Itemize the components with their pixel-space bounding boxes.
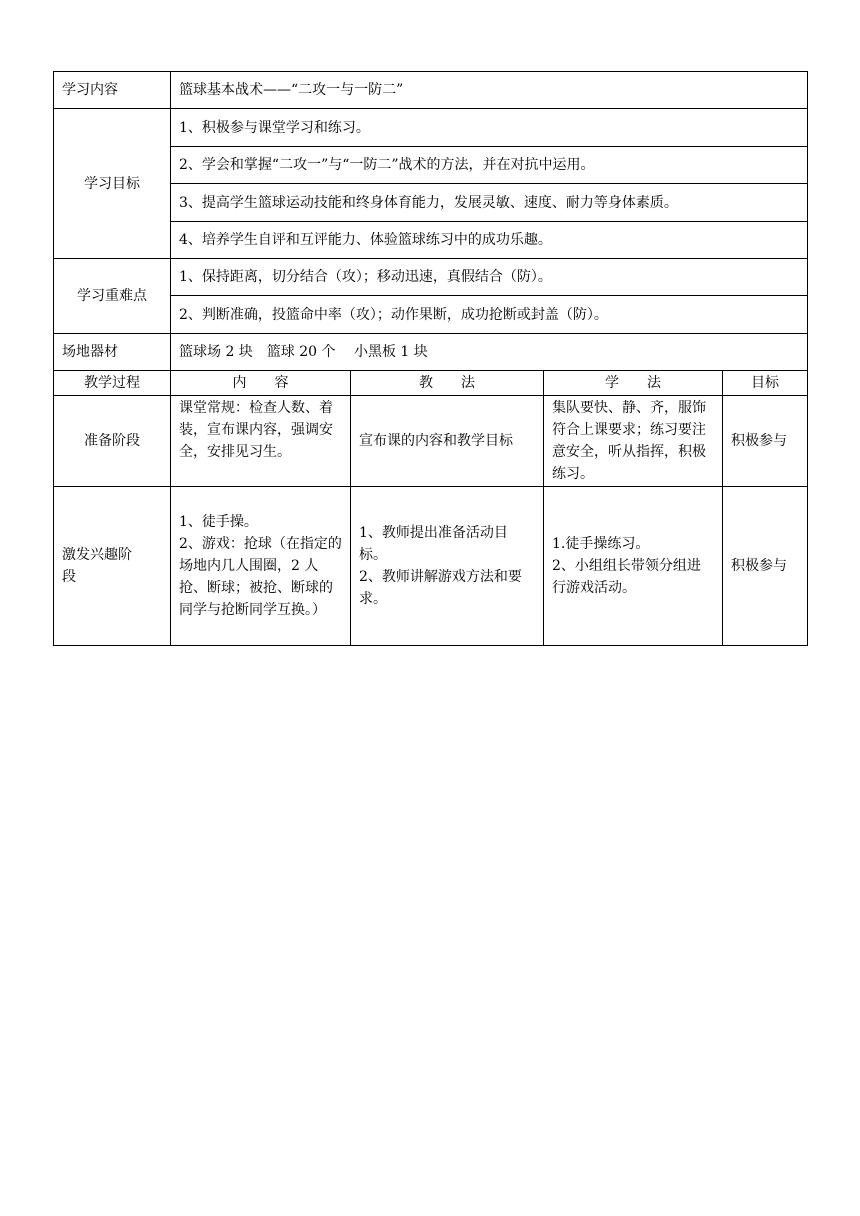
stage-learning: 集队要快、静、齐，服饰符合上课要求；练习要注意安全，听从指挥，积极练习。 [544, 396, 723, 487]
goal-item: 3、提高学生篮球运动技能和终身体育能力，发展灵敏、速度、耐力等身体素质。 [171, 184, 808, 222]
keypoints-label: 学习重难点 [54, 259, 171, 334]
stage-content: 课堂常规：检查人数、着装，宣布课内容，强调安全，安排见习生。 [171, 396, 351, 487]
equipment-label: 场地器材 [54, 334, 171, 371]
row-equipment [54, 334, 808, 371]
content-value: 篮球基本战术——“二攻一与一防二” [171, 72, 808, 109]
stage-name: 准备阶段 [54, 396, 171, 487]
keypoint-item: 1、保持距离，切分结合（攻）；移动迅速，真假结合（防）。 [171, 259, 808, 296]
lesson-plan-page [53, 71, 807, 646]
stage-goal: 积极参与 [723, 396, 808, 487]
stage-content: 1、徒手操。 2、游戏：抢球（在指定的场地内几人围圈，2 人抢、断球；被抢、断球的同学与抢断同学互换。） [171, 487, 351, 646]
stage-goal: 积极参与 [723, 487, 808, 646]
goal-item: 1、积极参与课堂学习和练习。 [171, 109, 808, 147]
header-teaching: 教 法 [351, 371, 544, 396]
header-goal: 目标 [723, 371, 808, 396]
row-process-header [54, 371, 808, 396]
row-goals-1 [54, 109, 808, 147]
stage-name: 激发兴趣阶段 [54, 487, 171, 646]
row-content [54, 72, 808, 109]
keypoint-item: 2、判断准确，投篮命中率（攻）；动作果断，成功抢断或封盖（防）。 [171, 296, 808, 334]
row-stage-interest [54, 487, 808, 646]
stage-teaching: 1、教师提出准备活动目标。 2、教师讲解游戏方法和要求。 [351, 487, 544, 646]
goal-item: 4、培养学生自评和互评能力、体验篮球练习中的成功乐趣。 [171, 222, 808, 259]
header-content: 内 容 [171, 371, 351, 396]
content-label: 学习内容 [54, 72, 171, 109]
header-stage: 教学过程 [54, 371, 171, 396]
goals-label: 学习目标 [54, 109, 171, 259]
row-keypoints-1 [54, 259, 808, 296]
lesson-plan-table [53, 71, 808, 646]
goal-item: 2、学会和掌握“二攻一”与“一防二”战术的方法，并在对抗中运用。 [171, 147, 808, 184]
stage-teaching: 宣布课的内容和教学目标 [351, 396, 544, 487]
equipment-value: 篮球场 2 块 篮球 20 个 小黑板 1 块 [171, 334, 808, 371]
header-learning: 学 法 [544, 371, 723, 396]
row-stage-prepare [54, 396, 808, 487]
stage-learning: 1.徒手操练习。 2、小组组长带领分组进行游戏活动。 [544, 487, 723, 646]
